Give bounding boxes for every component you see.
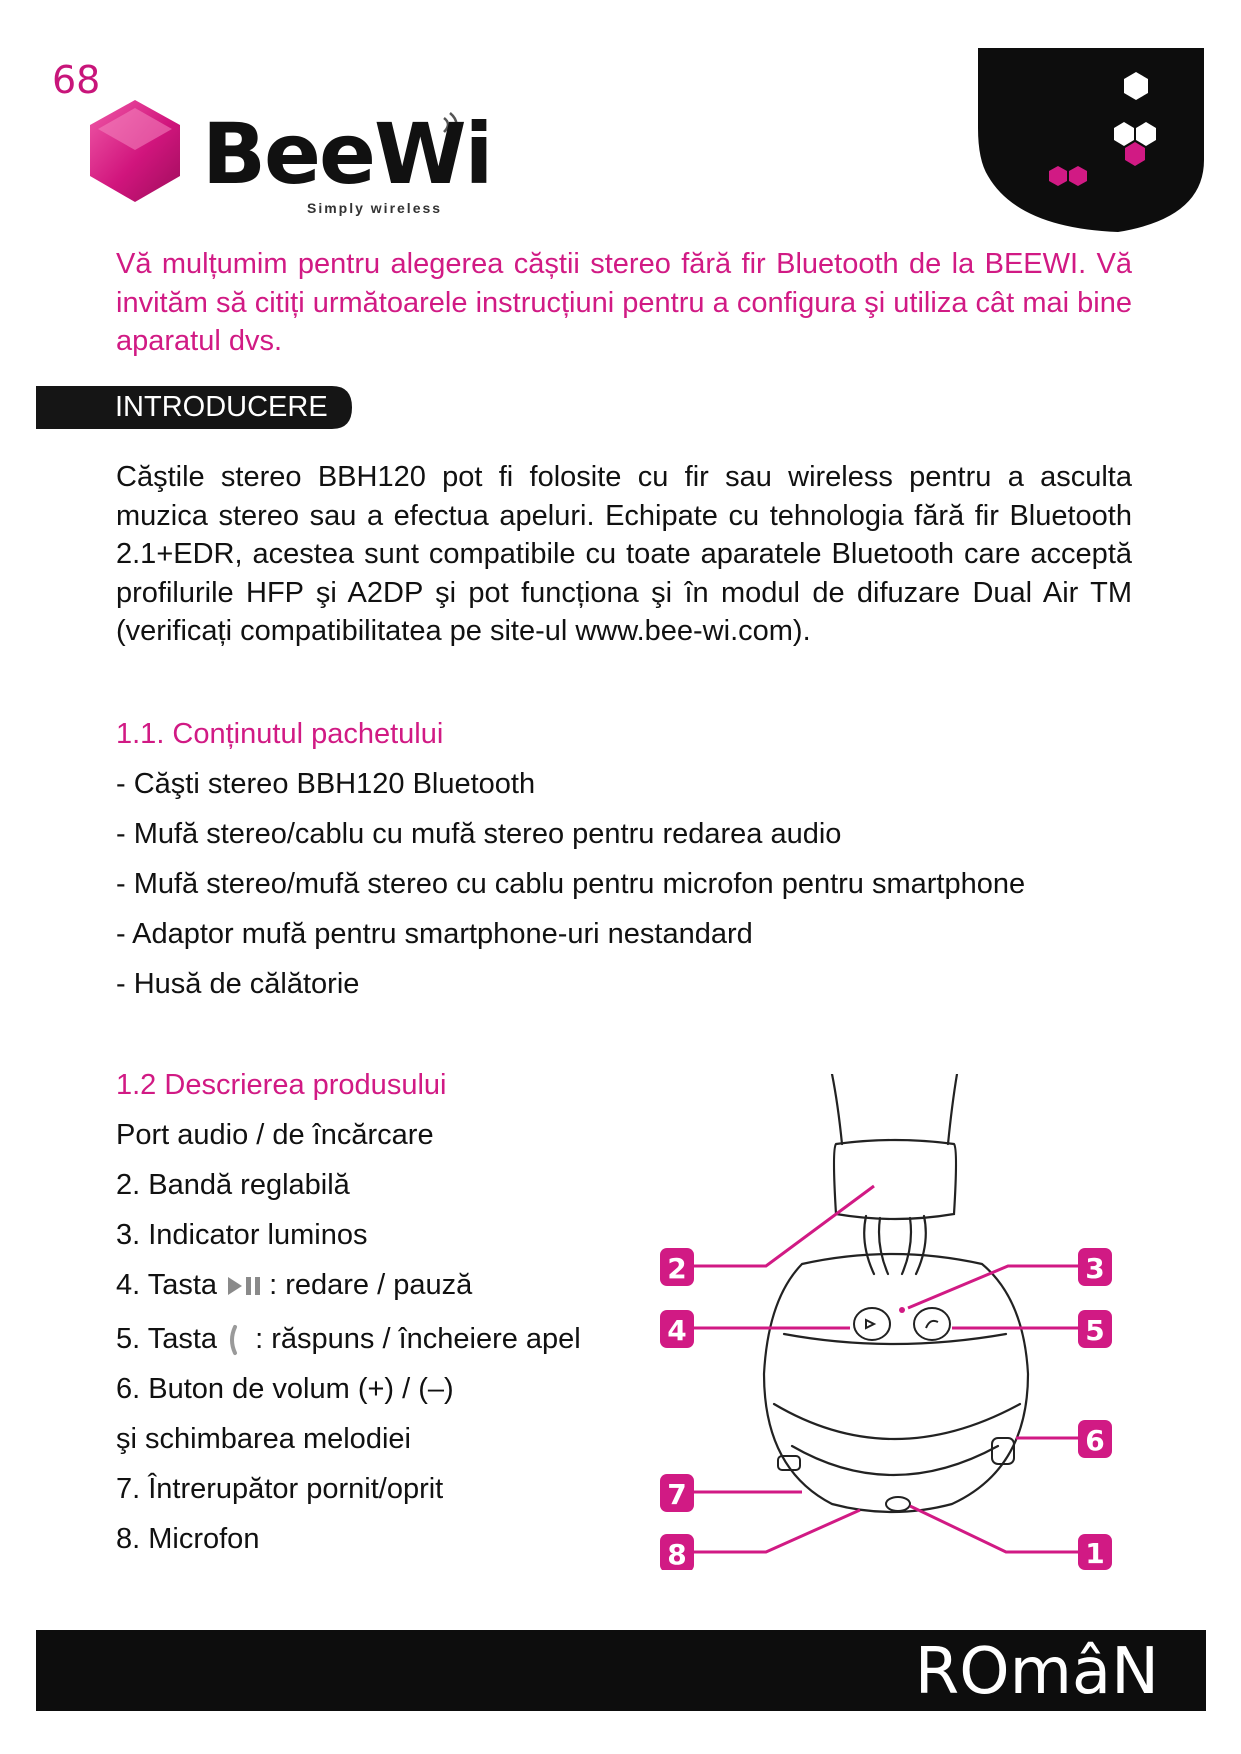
- headphone-diagram: [652, 1074, 1120, 1570]
- product-heading: 1.2 Descrierea produsului: [116, 1069, 447, 1101]
- led-indicator-dot: [899, 1307, 905, 1313]
- package-heading: 1.1. Conținutul pachetului: [116, 718, 444, 750]
- list-item: 5. Tasta : răspuns / încheiere apel: [116, 1323, 581, 1357]
- introduction-paragraph: Căştile stereo BBH120 pot fi folosite cu fir sau wireless pentru a asculta muzica stereo sau a efectua apeluri. Echipate cu tehnologia fără fir Bluetooth 2.1+EDR, acestea sunt compatibile cu toate aparatele Bluetooth care acceptă profilurile HFP şi A2DP şi pot funcționa şi în modul de difuzare Dual Air TM (verificați compatibilitatea pe site-ul www.bee-wi.com).: [116, 461, 1132, 647]
- svg-text:7: 7: [667, 1478, 687, 1511]
- list-item: 7. Întrerupător pornit/oprit: [116, 1473, 444, 1505]
- svg-text:4: 4: [667, 1314, 687, 1347]
- logo-tagline: Simply wireless: [307, 200, 443, 216]
- list-item: şi schimbarea melodiei: [116, 1423, 411, 1455]
- list-item: 8. Microfon: [116, 1523, 260, 1555]
- call-button-drawing: [914, 1308, 950, 1340]
- phone-handset-icon: [225, 1323, 255, 1357]
- footer-language-label: ROmâN: [914, 1635, 1159, 1709]
- list-item: - Căşti stereo BBH120 Bluetooth: [116, 768, 536, 800]
- play-pause-icon: [225, 1271, 269, 1301]
- list-item: 3. Indicator luminos: [116, 1219, 368, 1251]
- svg-text:2: 2: [667, 1252, 687, 1285]
- list-item: - Mufă stereo/mufă stereo cu cablu pentru microfon pentru smartphone: [116, 868, 1026, 900]
- list-item: 4. Tasta : redare / pauză: [116, 1269, 473, 1301]
- port-drawing: [886, 1497, 910, 1511]
- intro-paragraph: Vă mulțumim pentru alegerea căștii stereo fără fir Bluetooth de la BEEWI. Vă invităm să citiți următoarele instrucțiuni pentru a configura şi utiliza cât mai bine aparatul dvs.: [116, 248, 1132, 357]
- svg-text:6: 6: [1085, 1424, 1105, 1457]
- svg-text:8: 8: [667, 1538, 687, 1570]
- list-item: - Adaptor mufă pentru smartphone-uri nestandard: [116, 918, 753, 950]
- list-item: - Mufă stereo/cablu cu mufă stereo pentru redarea audio: [116, 818, 842, 850]
- corner-hexagon-decoration: [978, 48, 1204, 232]
- list-item: Port audio / de încărcare: [116, 1119, 434, 1151]
- section-heading: INTRODUCERE: [115, 391, 328, 423]
- svg-text:1: 1: [1085, 1537, 1105, 1570]
- list-item: - Husă de călătorie: [116, 968, 360, 1000]
- callout-badges: [660, 1248, 1112, 1570]
- page-number: 68: [52, 58, 101, 102]
- logo-wordmark: BeeWi: [202, 105, 492, 203]
- svg-text:5: 5: [1085, 1314, 1105, 1347]
- svg-text:3: 3: [1085, 1252, 1105, 1285]
- list-item: 2. Bandă reglabilă: [116, 1169, 350, 1201]
- list-item: 6. Buton de volum (+) / (–): [116, 1373, 454, 1405]
